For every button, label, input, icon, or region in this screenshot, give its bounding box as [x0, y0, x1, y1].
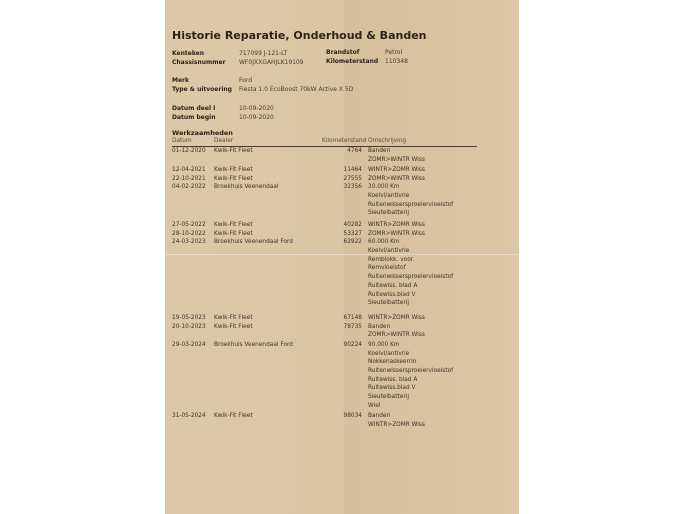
entry-description: Ruitewiss.blad V: [368, 291, 416, 298]
entry-description: Ruitenwissersproeiervloeistof: [368, 201, 454, 208]
table-row: [172, 166, 477, 175]
kilometerstand-value: 110348: [385, 58, 408, 65]
entry-description: Banden: [368, 412, 391, 419]
row-line: [172, 256, 477, 265]
entry-km: 62922: [343, 239, 362, 246]
entry-description: Banden: [368, 148, 391, 154]
entry-description: 60.000 Km: [368, 239, 400, 246]
row-line: [172, 230, 477, 239]
entry-km: 27555: [343, 175, 362, 182]
datum-begin-value: 10-09-2020: [239, 114, 274, 121]
entry-description: Wiel: [368, 402, 381, 409]
entry-km: 40282: [343, 222, 362, 228]
entry-km: 4764: [347, 148, 362, 154]
header-km: Kilometerstand: [322, 138, 367, 144]
row-line: [172, 323, 477, 332]
entry-description: ZOMR>WINTR Wiss: [368, 230, 425, 237]
entry-dealer: Broekhuis Veenendaal: [214, 184, 279, 191]
row-line: [172, 358, 477, 367]
table-row: [172, 412, 477, 429]
entry-description: Ruitewiss.blad V: [368, 385, 416, 392]
row-line: [172, 331, 477, 340]
entry-dealer: Kwik-Fit Fleet: [214, 222, 253, 228]
table-row: [172, 221, 477, 230]
row-line: [172, 201, 477, 210]
entry-description: Sleutelbatterij: [368, 210, 409, 217]
header-desc: Omschrijving: [368, 138, 407, 144]
entry-description: WINTR>ZOMR Wiss: [368, 421, 425, 428]
entry-description: WINTR>ZOMR Wiss: [368, 314, 425, 321]
row-line: [172, 376, 477, 385]
entry-km: 53327: [343, 230, 362, 237]
row-line: [172, 393, 477, 402]
brandstof-value: Petrol: [385, 49, 403, 56]
row-line: [172, 247, 477, 256]
entry-description: 90.000 Km: [368, 341, 400, 348]
table-row: [172, 323, 477, 340]
datum-deel1-label: Datum deel I: [172, 105, 216, 112]
entry-description: Remblokk. voor: [368, 256, 414, 263]
kilometerstand-label: Kilometerstand: [326, 58, 379, 65]
entry-dealer: Broekhuis Veenendaal Ford: [214, 239, 293, 246]
merk-label: Merk: [172, 77, 189, 84]
entry-dealer: Broekhuis Veenendaal Ford: [214, 341, 293, 348]
row-line: [172, 402, 477, 411]
entry-date: 20-10-2023: [172, 323, 206, 330]
entry-description: ZOMR>WINTR Wiss: [368, 175, 425, 182]
chassis-value: WF0JXXGAHJLK19109: [239, 59, 304, 66]
row-line: [172, 192, 477, 201]
entry-km: 11464: [343, 166, 362, 173]
entry-description: Ruitenwissersproeiervloeistof: [368, 274, 454, 281]
row-line: [172, 147, 477, 156]
entry-date: 27-05-2022: [172, 222, 206, 228]
entry-km: 98034: [343, 412, 362, 419]
entry-description: Ruitenwissersproeiervloeistof: [368, 368, 454, 374]
entry-description: Koelvl/antivrie: [368, 350, 410, 357]
entry-dealer: Kwik-Fit Fleet: [214, 314, 253, 321]
entry-dealer: Kwik-Fit Fleet: [214, 230, 253, 237]
entry-description: Ruitewiss. blad A: [368, 376, 418, 383]
table-row: [172, 175, 477, 184]
row-line: [172, 156, 477, 165]
entry-description: WINTR>ZOMR Wiss: [368, 166, 425, 173]
table-row: [172, 341, 477, 411]
entry-dealer: Kwik-Fit Fleet: [214, 175, 253, 182]
row-line: [172, 299, 477, 308]
row-line: [172, 238, 477, 247]
row-line: [172, 221, 477, 230]
row-line: [172, 412, 477, 421]
entry-description: ZOMR>WINTR Wiss: [368, 156, 425, 163]
table-row: [172, 183, 477, 218]
entry-date: 04-02-2022: [172, 184, 206, 191]
entry-description: Sleutelbatterij: [368, 394, 409, 401]
entry-description: Remvloeistof: [368, 265, 406, 272]
entry-km: 90224: [343, 341, 362, 348]
row-line: [172, 384, 477, 393]
row-line: [172, 166, 477, 175]
entry-dealer: Kwik-Fit Fleet: [214, 323, 253, 330]
entry-description: Koelvl/antivrie: [368, 192, 410, 199]
table-header: [172, 138, 477, 147]
header-date: Datum: [172, 138, 192, 144]
row-line: [172, 350, 477, 359]
row-line: [172, 175, 477, 184]
entry-date: 01-12-2020: [172, 148, 206, 154]
row-line: [172, 421, 477, 430]
entry-date: 19-05-2023: [172, 314, 206, 321]
row-line: [172, 291, 477, 300]
row-line: [172, 273, 477, 282]
chassis-label: Chassisnummer: [172, 59, 226, 66]
entry-dealer: Kwik-Fit Fleet: [214, 166, 253, 173]
document-title: Historie Reparatie, Onderhoud & Banden: [172, 29, 427, 42]
type-label: Type & uitvoering: [172, 86, 232, 93]
entry-description: 30.000 Km: [368, 184, 400, 191]
row-line: [172, 341, 477, 350]
entry-date: 24-03-2023: [172, 239, 206, 246]
table-row: [172, 147, 477, 164]
entry-description: Sleutelbatterij: [368, 300, 409, 307]
entry-description: ZOMR>WINTR Wiss: [368, 332, 425, 339]
table-row: [172, 238, 477, 308]
entry-date: 28-10-2022: [172, 230, 206, 237]
entry-km: 67148: [343, 314, 362, 321]
werkzaamheden-heading: Werkzaamheden: [172, 129, 233, 137]
row-line: [172, 183, 477, 192]
row-line: [172, 264, 477, 273]
entry-date: 31-05-2024: [172, 412, 206, 419]
row-line: [172, 314, 477, 323]
entry-km: 78735: [343, 323, 362, 330]
row-line: [172, 209, 477, 218]
merk-value: Ford: [239, 77, 253, 84]
brandstof-label: Brandstof: [326, 49, 360, 56]
entry-dealer: Kwik-Fit Fleet: [214, 412, 253, 419]
datum-begin-label: Datum begin: [172, 114, 216, 121]
entry-date: 22-10-2021: [172, 175, 206, 182]
kenteken-value: 717099 J-121-LT: [239, 50, 288, 57]
entry-description: Koelvl/antivrie: [368, 248, 410, 255]
entry-km: 32356: [343, 184, 362, 191]
work-table: [172, 147, 477, 429]
table-row: [172, 314, 477, 323]
table-row: [172, 230, 477, 239]
row-line: [172, 282, 477, 291]
entry-date: 29-03-2024: [172, 341, 206, 348]
entry-dealer: Kwik-Fit Fleet: [214, 148, 253, 154]
entry-date: 12-04-2021: [172, 166, 206, 173]
entry-description: Nokkenaskeerrin: [368, 359, 417, 366]
type-value: Fiesta 1.0 EcoBoost 70kW Active X 5D: [239, 86, 354, 93]
header-dealer: Dealer: [214, 138, 234, 144]
kenteken-label: Kenteken: [172, 50, 204, 57]
datum-deel1-value: 10-09-2020: [239, 105, 274, 112]
entry-description: WINTR>ZOMR Wiss: [368, 222, 425, 228]
document-page: [165, 0, 519, 514]
entry-description: Banden: [368, 323, 391, 330]
entry-description: Ruitewiss. blad A: [368, 282, 418, 289]
row-line: [172, 367, 477, 376]
